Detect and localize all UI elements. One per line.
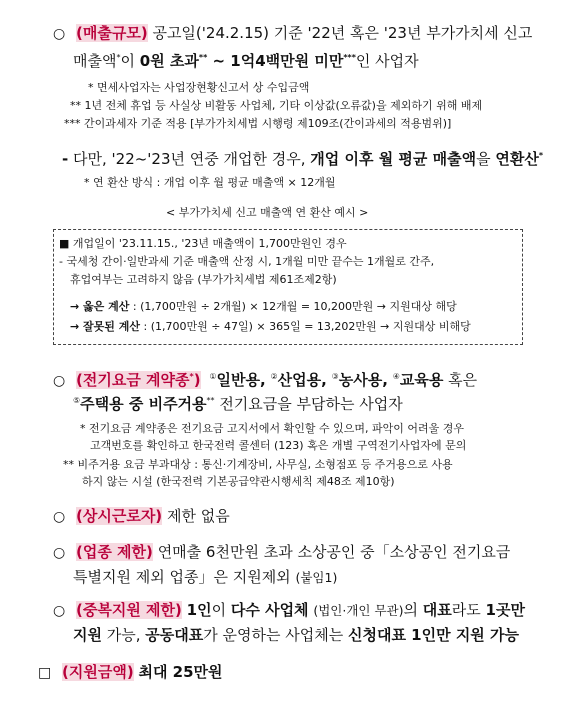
circle-bullet-icon: ○ — [53, 373, 66, 389]
dup-text: 이 — [211, 601, 227, 619]
size-label: (매출규모) — [76, 24, 148, 42]
footnote-mark: * — [116, 53, 121, 62]
right-calc-label: → 옳은 계산 — [70, 300, 130, 313]
circle-bullet-icon: ○ — [53, 509, 66, 525]
example-title: < 부가가치세 신고 매출액 연 환산 예시 > — [166, 206, 369, 219]
size-text-2c: 인 사업자 — [355, 52, 419, 70]
contract-type-industrial: 산업용, — [277, 371, 327, 389]
contract-line-2-text: 전기요금을 부담하는 사업자 — [214, 395, 403, 413]
dup-one-person: 1인 — [186, 601, 212, 619]
annualize-note: * 연 환산 방식 : 개업 이후 월 평균 매출액 × 12개월 — [84, 176, 336, 189]
workers-text: 제한 없음 — [166, 507, 230, 525]
wrong-calc-label: → 잘못된 계산 — [70, 320, 141, 333]
dup-co-representative: 공동대표 — [145, 626, 204, 644]
size-text-2a: 매출액 — [73, 52, 117, 70]
size-range-end: ~ 1억4백만원 미만 — [207, 52, 344, 70]
contract-type-educational: 교육용 — [399, 371, 444, 389]
size-line-2 — [73, 47, 419, 72]
annualize-bold-1: 개업 이후 월 평균 매출액 — [310, 150, 477, 168]
contract-type-general: 일반용, — [216, 371, 266, 389]
footnote-mark: ** — [206, 396, 215, 405]
duplicate-line-1 — [53, 599, 525, 622]
contract-line-1 — [53, 366, 477, 392]
size-note-3: *** 간이과세자 기준 적용 [부가가치세법 시행령 제109조(간이과세의 적용범위)] — [64, 117, 452, 130]
dash-bullet: - — [62, 150, 69, 168]
footnote-mark: * — [538, 151, 544, 160]
amount-label: (지원금액) — [62, 663, 134, 681]
industry-text-2: 특별지원 제외 업종」은 지원제외 — [73, 568, 291, 586]
contract-line-2 — [73, 390, 403, 415]
example-right-calc — [70, 299, 457, 315]
industry-line-1 — [53, 541, 510, 564]
contract-type-agricultural: 농사용, — [338, 371, 388, 389]
dup-multiple: 다수 사업체 — [230, 601, 309, 619]
example-line-3: 휴업여부는 고려하지 않음 (부가가치세법 제61조제2항) — [70, 273, 337, 286]
size-note-2: ** 1년 전체 휴업 등 사실상 비활동 사업체, 기타 이상값(오류값)을 제외하기 위해 배제 — [70, 99, 483, 112]
contract-type-residential-nonresidential: 주택용 중 비주거용 — [80, 395, 207, 413]
annualize-text-b: 을 — [476, 150, 491, 168]
dup-note: (법인·개인 무관) — [313, 603, 404, 618]
contract-label-text: (전기요금 계약종 — [76, 371, 190, 389]
footnote-mark: *** — [343, 53, 356, 62]
footnote-mark: ** — [198, 53, 208, 62]
contract-or: 혹은 — [448, 371, 478, 389]
example-wrong-calc — [70, 319, 471, 335]
square-bullet-icon: □ — [38, 665, 52, 681]
annualize-text-a: 다만, '22~'23년 연중 개업한 경우, — [73, 150, 306, 168]
contract-note-2: 고객번호를 확인하고 한국전력 콜센터 (123) 혹은 개별 구역전기사업자에 문의 — [90, 439, 467, 452]
size-text-1: 공고일('24.2.15) 기준 '22년 혹은 '23년 부가가치세 신고 — [152, 24, 533, 42]
industry-line-2 — [73, 566, 337, 588]
dup-text: 가 운영하는 사업체는 — [203, 626, 344, 644]
attachment-ref: (붙임1) — [295, 570, 338, 585]
contract-note-3: ** 비주거용 요금 부과대상 : 통신·기계장비, 사무실, 소형점포 등 주거용으로 사용 — [63, 458, 453, 471]
dup-text: 라도 — [451, 601, 481, 619]
contract-note-1: * 전기요금 계약종은 전기요금 고지서에서 확인할 수 있으며, 파악이 어려울 경우 — [80, 422, 464, 435]
amount-line — [38, 661, 223, 684]
circled-number-1: ① — [209, 372, 217, 381]
workers-label: (상시근로자) — [76, 507, 163, 525]
contract-label — [76, 371, 201, 389]
circle-bullet-icon: ○ — [53, 26, 66, 42]
dup-text: 의 — [403, 601, 418, 619]
size-text-2b: 이 — [120, 52, 135, 70]
annualize-line — [62, 145, 543, 170]
industry-text-1: 연매출 6천만원 초과 소상공인 중「소상공인 전기요금 — [157, 543, 511, 561]
industry-label: (업종 제한) — [76, 543, 153, 561]
wrong-calc-text: : (1,700만원 ÷ 47일) × 365일 = 13,202만원 → 지원대상 비해당 — [143, 320, 471, 333]
circle-bullet-icon: ○ — [53, 603, 66, 619]
contract-note-4: 하지 않는 시설 (한국전력 기본공급약관시행세칙 제48조 제10항) — [82, 475, 395, 488]
circled-number-4: ④ — [392, 372, 400, 381]
dup-support: 지원 — [73, 626, 102, 644]
circled-number-2: ② — [270, 372, 278, 381]
annualize-bold-2: 연환산 — [495, 150, 539, 168]
dup-representative: 대표 — [422, 601, 452, 619]
duplicate-label: (중복지원 제한) — [76, 601, 182, 619]
dup-one-place: 1곳만 — [485, 601, 525, 619]
workers-line — [53, 505, 230, 528]
size-line-1 — [53, 22, 532, 45]
amount-text: 최대 25만원 — [138, 663, 223, 681]
duplicate-line-2 — [73, 624, 519, 646]
right-calc-text: : (1,700만원 ÷ 2개월) × 12개월 = 10,200만원 → 지원대상 해당 — [132, 300, 457, 313]
size-note-1: * 면세사업자는 사업장현황신고서 상 수입금액 — [88, 81, 310, 94]
footnote-mark: * — [189, 372, 194, 381]
dup-applicant-only: 신청대표 1인만 지원 가능 — [348, 626, 520, 644]
circled-number-5: ⑤ — [73, 396, 81, 405]
contract-label-close: ) — [193, 371, 201, 389]
size-range-start: 0원 초과 — [139, 52, 199, 70]
example-line-1: ■ 개업일이 '23.11.15., '23년 매출액이 1,700만원인 경우 — [59, 237, 347, 250]
circled-number-3: ③ — [331, 372, 339, 381]
example-line-2: - 국세청 간이·일반과세 기준 매출액 산정 시, 1개월 미만 끝수는 1개월로 간주, — [59, 255, 435, 268]
circle-bullet-icon: ○ — [53, 545, 66, 561]
dup-text: 가능, — [106, 626, 141, 644]
